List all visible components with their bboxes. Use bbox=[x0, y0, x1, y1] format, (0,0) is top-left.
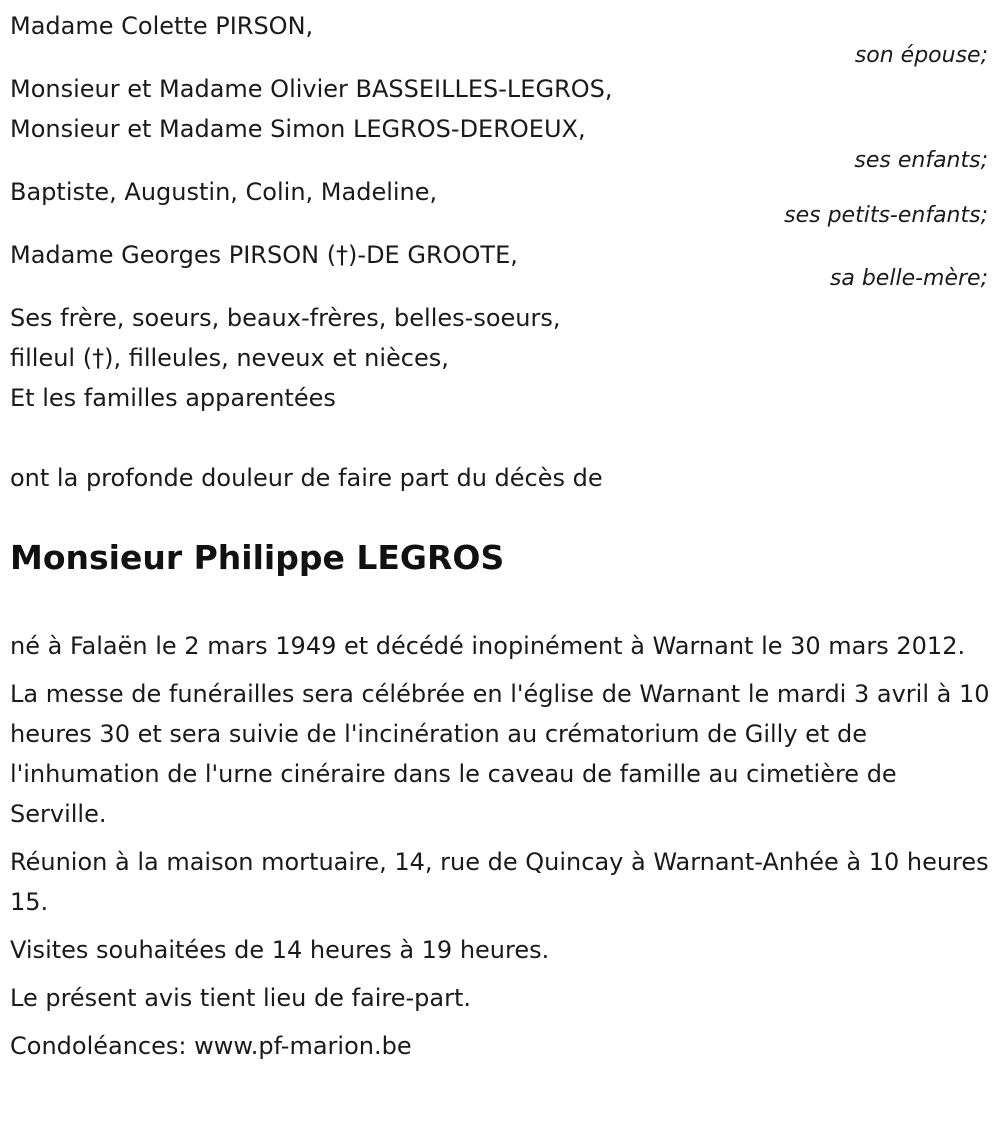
family-group-grandchildren bbox=[10, 172, 1000, 228]
gathering-paragraph: Réunion à la maison mortuaire, 14, rue de Quincay à Warnant-Anhée à 10 heures 15. bbox=[10, 848, 989, 916]
role-spouse: son épouse; bbox=[854, 43, 988, 68]
announcement-intro: ont la profonde douleur de faire part du décès de bbox=[10, 464, 603, 492]
condolences-paragraph: Condoléances: www.pf-marion.be bbox=[10, 1032, 412, 1060]
birth-death-paragraph: né à Falaën le 2 mars 1949 et décédé inopinément à Warnant le 30 mars 2012. bbox=[10, 632, 966, 660]
details bbox=[10, 626, 990, 1066]
family-line: Madame Georges PIRSON (†)-DE GROOTE, bbox=[10, 241, 518, 269]
family-line: Baptiste, Augustin, Colin, Madeline, bbox=[10, 178, 438, 206]
role-mother-in-law: sa belle-mère; bbox=[829, 266, 988, 291]
funeral-paragraph: La messe de funérailles sera célébrée en l'église de Warnant le mardi 3 avril à 10 heures 30 et sera suivie de l'incinération au crématorium de Gilly et de l'inhumation de l'urne cinéraire dans le caveau de famille au cimetière de Serville. bbox=[10, 680, 990, 828]
family-line: Monsieur et Madame Olivier BASSEILLES-LEGROS, bbox=[10, 75, 613, 103]
deceased-name: Monsieur Philippe LEGROS bbox=[10, 538, 505, 577]
extended-family-line: filleul (†), filleules, neveux et nièces, bbox=[10, 344, 449, 372]
extended-family-line: Ses frère, soeurs, beaux-frères, belles-soeurs, bbox=[10, 304, 561, 332]
role-children: ses enfants; bbox=[854, 148, 988, 173]
visits-paragraph: Visites souhaitées de 14 heures à 19 heures. bbox=[10, 936, 550, 964]
family-group-children bbox=[10, 69, 1000, 173]
extended-family bbox=[10, 298, 1000, 418]
family-line: Madame Colette PIRSON, bbox=[10, 12, 314, 40]
family-group-mother-in-law bbox=[10, 235, 1000, 291]
family-group-spouse bbox=[10, 6, 1000, 68]
notice-paragraph: Le présent avis tient lieu de faire-part. bbox=[10, 984, 472, 1012]
extended-family-line: Et les familles apparentées bbox=[10, 384, 336, 412]
family-line: Monsieur et Madame Simon LEGROS-DEROEUX, bbox=[10, 115, 586, 143]
role-grandchildren: ses petits-enfants; bbox=[784, 203, 988, 228]
